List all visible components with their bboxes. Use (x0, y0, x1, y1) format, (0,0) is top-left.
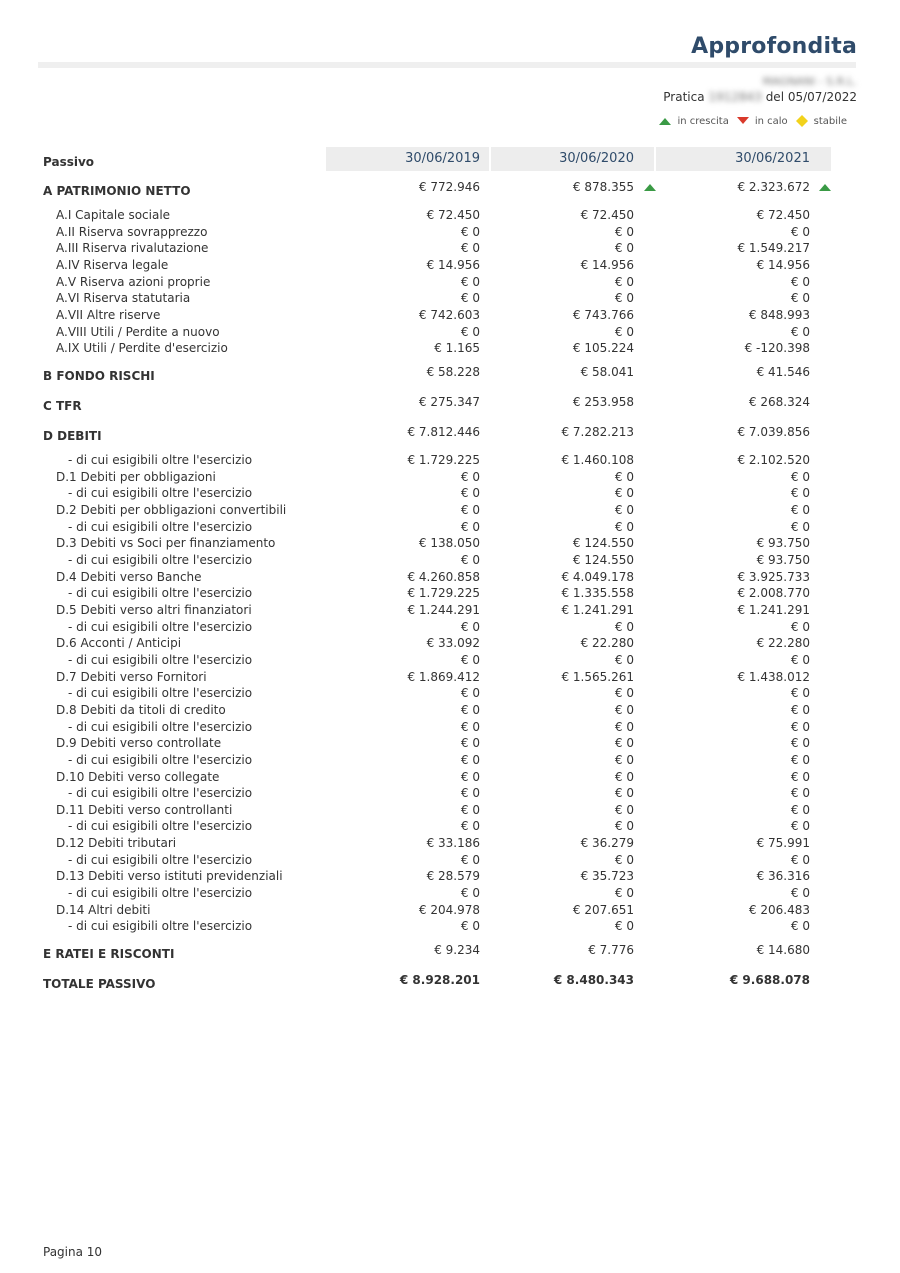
section-row (0, 180, 900, 200)
row-value: € 0 (460, 886, 480, 900)
row-label: - di cui esigibili oltre l'esercizio (68, 453, 253, 467)
row-label: A.VII Altre riserve (56, 308, 161, 322)
table-row (0, 869, 900, 885)
trend-legend (651, 115, 847, 127)
row-value: € 0 (460, 486, 480, 500)
row-value: € 138.050 (418, 536, 480, 550)
row-value: € 0 (460, 770, 480, 784)
row-label: D.11 Debiti verso controllanti (56, 803, 233, 817)
table-row (0, 753, 900, 769)
row-label: D.13 Debiti verso istituti previdenziali (56, 869, 283, 883)
table-row (0, 453, 900, 469)
row-value: € 2.008.770 (737, 586, 810, 600)
row-label: A.I Capitale sociale (56, 208, 171, 222)
row-value: € 0 (460, 653, 480, 667)
row-value: € 1.565.261 (561, 670, 634, 684)
row-value: € 1.869.412 (407, 670, 480, 684)
row-value: € 0 (614, 770, 634, 784)
row-value: € 93.750 (756, 553, 810, 567)
row-value: € 1.549.217 (737, 241, 810, 255)
row-value: € 0 (460, 703, 480, 717)
row-value: € 124.550 (572, 553, 634, 567)
row-value: € 0 (460, 686, 480, 700)
row-label: - di cui esigibili oltre l'esercizio (68, 819, 253, 833)
row-value: € 268.324 (748, 395, 810, 409)
row-label: A.III Riserva rivalutazione (56, 241, 209, 255)
table-row (0, 720, 900, 736)
row-value: € 7.282.213 (561, 425, 634, 439)
row-label: B FONDO RISCHI (43, 369, 155, 383)
row-value: € 0 (614, 703, 634, 717)
row-label: - di cui esigibili oltre l'esercizio (68, 586, 253, 600)
row-value: € 0 (460, 225, 480, 239)
table-row (0, 703, 900, 719)
section-row (0, 425, 900, 445)
row-value: € 0 (614, 486, 634, 500)
row-value: € 1.244.291 (407, 603, 480, 617)
up-arrow-icon (644, 183, 656, 191)
row-value: € 0 (790, 325, 810, 339)
column-header-date: 30/06/2019 (405, 151, 480, 166)
row-label: D.2 Debiti per obbligazioni convertibili (56, 503, 287, 517)
page-title: Approfondita (691, 34, 857, 59)
table-row (0, 819, 900, 835)
row-label: - di cui esigibili oltre l'esercizio (68, 520, 253, 534)
row-value: € 0 (790, 686, 810, 700)
row-value: € 0 (614, 241, 634, 255)
row-value: € 0 (460, 919, 480, 933)
table-row (0, 603, 900, 619)
table-row (0, 903, 900, 919)
pratica-number: 1912843 (708, 90, 762, 104)
row-value: € 0 (460, 520, 480, 534)
table-row (0, 225, 900, 241)
row-label: D DEBITI (43, 429, 102, 443)
row-value: € 33.092 (426, 636, 480, 650)
table-row (0, 470, 900, 486)
row-value: € 0 (790, 486, 810, 500)
row-value: € 9.688.078 (729, 973, 810, 987)
row-value: € -120.398 (744, 341, 810, 355)
row-value: € 0 (614, 853, 634, 867)
row-label: - di cui esigibili oltre l'esercizio (68, 853, 253, 867)
row-value: € 0 (790, 770, 810, 784)
row-value: € 1.335.558 (561, 586, 634, 600)
row-label: - di cui esigibili oltre l'esercizio (68, 653, 253, 667)
row-value: € 0 (790, 819, 810, 833)
table-row (0, 853, 900, 869)
down-arrow-icon (737, 117, 749, 125)
table-row (0, 686, 900, 702)
row-value: € 7.039.856 (737, 425, 810, 439)
row-label: D.9 Debiti verso controllate (56, 736, 222, 750)
legend-stable-label: stabile (813, 115, 847, 127)
table-row (0, 341, 900, 357)
table-row (0, 308, 900, 324)
row-value: € 0 (614, 753, 634, 767)
legend-stable (796, 115, 847, 127)
row-value: € 0 (614, 686, 634, 700)
row-value: € 0 (460, 736, 480, 750)
row-value: € 0 (790, 720, 810, 734)
row-value: € 1.460.108 (561, 453, 634, 467)
section-row (0, 943, 900, 963)
table-row (0, 208, 900, 224)
row-value: € 0 (460, 325, 480, 339)
row-value: € 207.651 (572, 903, 634, 917)
row-value: € 0 (614, 470, 634, 484)
row-label: TOTALE PASSIVO (43, 977, 156, 991)
row-label: - di cui esigibili oltre l'esercizio (68, 720, 253, 734)
row-value: € 0 (614, 786, 634, 800)
legend-down (737, 116, 788, 127)
row-value: € 0 (460, 620, 480, 634)
row-value: € 0 (614, 819, 634, 833)
row-value: € 33.186 (426, 836, 480, 850)
row-label: A.VI Riserva statutaria (56, 291, 191, 305)
table-row (0, 536, 900, 552)
row-label: - di cui esigibili oltre l'esercizio (68, 786, 253, 800)
row-value: € 275.347 (418, 395, 480, 409)
row-value: € 124.550 (572, 536, 634, 550)
row-value: € 0 (614, 520, 634, 534)
row-label: D.1 Debiti per obbligazioni (56, 470, 216, 484)
row-value: € 0 (790, 919, 810, 933)
pratica-label: Pratica (663, 90, 705, 104)
row-value: € 0 (790, 753, 810, 767)
row-value: € 0 (614, 225, 634, 239)
row-value: € 7.776 (588, 943, 634, 957)
row-label: E RATEI E RISCONTI (43, 947, 175, 961)
legend-down-label: in calo (754, 115, 788, 127)
row-value: € 28.579 (426, 869, 480, 883)
table-row (0, 291, 900, 307)
table-row (0, 570, 900, 586)
row-value: € 1.438.012 (737, 670, 810, 684)
table-row (0, 620, 900, 636)
row-label: D.12 Debiti tributari (56, 836, 177, 850)
up-arrow-icon (819, 183, 831, 191)
row-value: € 0 (460, 803, 480, 817)
row-value: € 58.228 (426, 365, 480, 379)
row-value: € 14.680 (756, 943, 810, 957)
row-value: € 8.928.201 (399, 973, 480, 987)
row-value: € 41.546 (756, 365, 810, 379)
row-label: D.4 Debiti verso Banche (56, 570, 202, 584)
row-value: € 1.729.225 (407, 453, 480, 467)
row-label: C TFR (43, 399, 82, 413)
row-value: € 0 (790, 786, 810, 800)
legend-up (659, 116, 728, 127)
stable-diamond-icon (796, 115, 808, 127)
table-row (0, 786, 900, 802)
table-row (0, 636, 900, 652)
row-value: € 0 (614, 275, 634, 289)
row-value: € 35.723 (580, 869, 634, 883)
title-divider (38, 62, 856, 68)
page-number: Pagina 10 (43, 1245, 103, 1259)
row-value: € 204.978 (418, 903, 480, 917)
row-label: - di cui esigibili oltre l'esercizio (68, 486, 253, 500)
row-value: € 0 (790, 291, 810, 305)
row-value: € 105.224 (572, 341, 634, 355)
row-value: € 0 (460, 720, 480, 734)
table-row (0, 836, 900, 852)
row-value: € 0 (790, 225, 810, 239)
table-row (0, 325, 900, 341)
row-label: - di cui esigibili oltre l'esercizio (68, 686, 253, 700)
row-label: - di cui esigibili oltre l'esercizio (68, 553, 253, 567)
table-row (0, 586, 900, 602)
row-value: € 0 (790, 620, 810, 634)
row-value: € 14.956 (756, 258, 810, 272)
row-label: D.8 Debiti da titoli di credito (56, 703, 226, 717)
row-value: € 0 (460, 819, 480, 833)
row-value: € 2.102.520 (737, 453, 810, 467)
section-row (0, 365, 900, 385)
row-value: € 0 (460, 753, 480, 767)
row-label: - di cui esigibili oltre l'esercizio (68, 620, 253, 634)
row-value: € 206.483 (748, 903, 810, 917)
legend-up-label: in crescita (677, 115, 729, 127)
row-value: € 22.280 (756, 636, 810, 650)
row-value: € 75.991 (756, 836, 810, 850)
row-value: € 72.450 (756, 208, 810, 222)
row-value: € 0 (460, 291, 480, 305)
row-value: € 14.956 (580, 258, 634, 272)
row-value: € 772.946 (418, 180, 480, 194)
row-value: € 72.450 (426, 208, 480, 222)
row-value: € 9.234 (434, 943, 480, 957)
section-row (0, 395, 900, 415)
row-label: D.7 Debiti verso Fornitori (56, 670, 207, 684)
table-row (0, 886, 900, 902)
row-value: € 0 (790, 653, 810, 667)
table-label: Passivo (43, 155, 95, 169)
row-value: € 0 (460, 853, 480, 867)
row-label: A.V Riserva azioni proprie (56, 275, 211, 289)
row-label: A.IX Utili / Perdite d'esercizio (56, 341, 228, 355)
row-label: A.IV Riserva legale (56, 258, 169, 272)
row-label: - di cui esigibili oltre l'esercizio (68, 886, 253, 900)
row-value: € 0 (614, 325, 634, 339)
row-value: € 742.603 (418, 308, 480, 322)
row-value: € 0 (790, 853, 810, 867)
row-value: € 0 (790, 503, 810, 517)
table-row (0, 803, 900, 819)
row-label: - di cui esigibili oltre l'esercizio (68, 753, 253, 767)
table-row (0, 258, 900, 274)
row-value: € 4.049.178 (561, 570, 634, 584)
up-arrow-icon (659, 117, 671, 125)
row-value: € 0 (790, 886, 810, 900)
table-row (0, 486, 900, 502)
row-value: € 1.241.291 (561, 603, 634, 617)
table-row (0, 770, 900, 786)
column-header-date: 30/06/2021 (735, 151, 810, 166)
table-row (0, 553, 900, 569)
row-value: € 0 (790, 520, 810, 534)
row-value: € 72.450 (580, 208, 634, 222)
row-value: € 0 (790, 470, 810, 484)
pratica-date: del 05/07/2022 (765, 90, 857, 104)
row-value: € 58.041 (580, 365, 634, 379)
row-value: € 1.165 (434, 341, 480, 355)
row-label: D.10 Debiti verso collegate (56, 770, 220, 784)
row-value: € 22.280 (580, 636, 634, 650)
row-value: € 7.812.446 (407, 425, 480, 439)
table-row (0, 275, 900, 291)
row-value: € 36.279 (580, 836, 634, 850)
row-value: € 0 (790, 736, 810, 750)
row-label: A.VIII Utili / Perdite a nuovo (56, 325, 220, 339)
row-label: D.14 Altri debiti (56, 903, 151, 917)
section-row (0, 973, 900, 993)
row-value: € 0 (614, 886, 634, 900)
row-value: € 1.729.225 (407, 586, 480, 600)
row-value: € 8.480.343 (553, 973, 634, 987)
row-value: € 0 (460, 786, 480, 800)
row-value: € 0 (614, 736, 634, 750)
row-value: € 878.355 (572, 180, 634, 194)
company-name: MAGNANI - S.R.L. (762, 75, 857, 88)
row-value: € 0 (614, 919, 634, 933)
row-label: D.3 Debiti vs Soci per finanziamento (56, 536, 276, 550)
row-label: D.5 Debiti verso altri finanziatori (56, 603, 252, 617)
row-value: € 743.766 (572, 308, 634, 322)
row-value: € 14.956 (426, 258, 480, 272)
row-value: € 0 (614, 720, 634, 734)
row-value: € 0 (790, 803, 810, 817)
table-row (0, 919, 900, 935)
row-label: D.6 Acconti / Anticipi (56, 636, 182, 650)
row-value: € 848.993 (748, 308, 810, 322)
row-label: A PATRIMONIO NETTO (43, 184, 191, 198)
row-value: € 0 (614, 653, 634, 667)
column-header-date: 30/06/2020 (559, 151, 634, 166)
pratica-line (663, 90, 857, 104)
row-value: € 0 (614, 291, 634, 305)
row-value: € 0 (790, 275, 810, 289)
table-row (0, 520, 900, 536)
row-value: € 253.958 (572, 395, 634, 409)
row-value: € 2.323.672 (737, 180, 810, 194)
row-label: - di cui esigibili oltre l'esercizio (68, 919, 253, 933)
row-value: € 0 (614, 503, 634, 517)
table-row (0, 241, 900, 257)
row-value: € 4.260.858 (407, 570, 480, 584)
row-value: € 93.750 (756, 536, 810, 550)
table-row (0, 670, 900, 686)
row-value: € 0 (614, 620, 634, 634)
row-value: € 0 (460, 503, 480, 517)
table-row (0, 653, 900, 669)
row-value: € 0 (460, 241, 480, 255)
row-value: € 0 (460, 275, 480, 289)
row-value: € 36.316 (756, 869, 810, 883)
row-value: € 0 (790, 703, 810, 717)
row-value: € 0 (614, 803, 634, 817)
row-value: € 0 (460, 553, 480, 567)
row-value: € 0 (460, 470, 480, 484)
table-row (0, 736, 900, 752)
row-value: € 1.241.291 (737, 603, 810, 617)
row-label: A.II Riserva sovrapprezzo (56, 225, 208, 239)
row-value: € 3.925.733 (737, 570, 810, 584)
table-row (0, 503, 900, 519)
